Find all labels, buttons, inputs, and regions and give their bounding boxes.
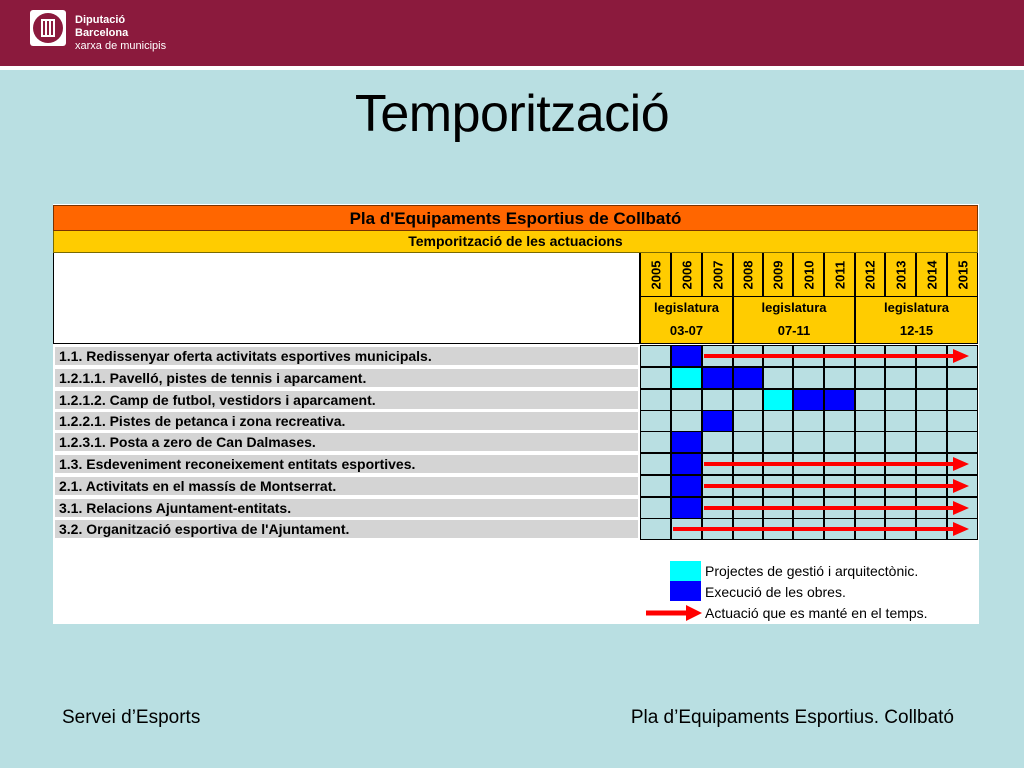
org-line-2: Barcelona (75, 27, 129, 39)
cell-projects (671, 367, 702, 389)
timeline-cell (793, 367, 824, 389)
timeline-cell (763, 367, 793, 389)
legislature-label: legislatura (653, 300, 720, 315)
year-header (855, 253, 885, 297)
table-row-label: 1.2.1.2. Camp de futbol, vestidors i aparcament. (55, 391, 638, 409)
timeline-cell (640, 497, 671, 519)
year-header (671, 253, 702, 297)
timeline-cell (885, 367, 916, 389)
year-label: 2008 (740, 260, 756, 289)
legend-arrow-label: Actuació que es manté en el temps. (705, 605, 928, 621)
timeline-cell (640, 410, 671, 432)
table-row-label: 1.2.3.1. Posta a zero de Can Dalmases. (55, 433, 638, 451)
ongoing-arrow (673, 522, 969, 536)
year-label: 2009 (770, 260, 786, 289)
year-header (885, 253, 916, 297)
timeline-cell (702, 431, 733, 453)
cell-execution (793, 389, 824, 411)
timeline-cell (733, 431, 763, 453)
timeline-cell (793, 410, 824, 432)
timeline-cell (640, 345, 671, 367)
timeline-cell (640, 475, 671, 497)
timeline-cell (640, 431, 671, 453)
table-heading: Pla d'Equipaments Esportius de Collbató (53, 205, 978, 231)
year-label: 2012 (862, 260, 878, 289)
year-header (947, 253, 978, 297)
org-line-3: xarxa de municipis (75, 40, 167, 52)
legend-dark-label: Execució de les obres. (705, 584, 846, 600)
year-header (916, 253, 947, 297)
legislature-header (733, 297, 855, 344)
ongoing-arrow (704, 457, 969, 471)
timeline-cell (640, 518, 671, 540)
cell-execution (824, 389, 855, 411)
footer-right: Pla d’Equipaments Esportius. Collbató (630, 707, 954, 728)
legend-arrow-icon (646, 604, 702, 622)
cell-execution (733, 367, 763, 389)
year-header (763, 253, 793, 297)
cell-execution (702, 410, 733, 432)
year-label: 2005 (648, 260, 663, 289)
ongoing-arrow (704, 349, 969, 363)
year-label: 2011 (832, 260, 847, 289)
legend-light-label: Projectes de gestió i arquitectònic. (705, 563, 919, 579)
cell-execution (671, 497, 702, 519)
timeline-cell (916, 410, 947, 432)
timeline-cell (671, 389, 702, 411)
timeline-cell (947, 410, 978, 432)
footer-left: Servei d’Esports (62, 707, 201, 728)
timeline-cell (824, 410, 855, 432)
year-label: 2007 (710, 260, 725, 289)
diputacio-logo-icon (30, 10, 66, 46)
timeline-cell (947, 431, 978, 453)
timeline-cell (640, 389, 671, 411)
timeline-cell (916, 431, 947, 453)
legislature-period: 07-11 (777, 323, 811, 338)
timeline-cell (885, 431, 916, 453)
timeline-cell (793, 431, 824, 453)
table-row-label: 2.1. Activitats en el massís de Montserrat. (55, 477, 638, 495)
timeline-cell (855, 367, 885, 389)
timeline-cell (640, 453, 671, 475)
cell-execution (671, 453, 702, 475)
legislature-period: 03-07 (669, 323, 704, 338)
legend-dark-swatch (670, 581, 701, 601)
legend-light-swatch (670, 561, 701, 581)
table-corner-cell (53, 253, 640, 344)
legislature-label: legislatura (883, 300, 950, 315)
year-label: 2010 (801, 260, 816, 289)
year-header (824, 253, 855, 297)
org-name (75, 14, 166, 53)
timeline-cell (763, 431, 793, 453)
timeline-cell (824, 431, 855, 453)
year-header (702, 253, 733, 297)
year-label: 2006 (679, 260, 694, 289)
year-header (640, 253, 671, 297)
table-row-label: 3.2. Organització esportiva de l'Ajuntament. (55, 520, 638, 538)
year-header (793, 253, 824, 297)
table-row-label: 1.1. Redissenyar oferta activitats esportives municipals. (55, 347, 638, 365)
year-label: 2013 (893, 260, 908, 289)
timeline-cell (671, 410, 702, 432)
timeline-cell (855, 389, 885, 411)
cell-execution (671, 345, 702, 367)
timeline-cell (855, 431, 885, 453)
table-row-label: 1.3. Esdeveniment reconeixement entitats esportives. (55, 455, 638, 473)
ongoing-arrow (704, 501, 969, 515)
cell-execution (671, 475, 702, 497)
legislature-label: legislatura (761, 300, 827, 315)
ongoing-arrow (704, 479, 969, 493)
table-subheading: Temporització de les actuacions (53, 231, 978, 253)
cell-projects (763, 389, 793, 411)
header-divider (0, 66, 1024, 70)
timeline-cell (947, 389, 978, 411)
legislature-period: 12-15 (899, 323, 934, 338)
cell-execution (671, 431, 702, 453)
year-label: 2015 (955, 260, 970, 289)
timeline-cell (885, 389, 916, 411)
timeline-cell (947, 367, 978, 389)
table-row-label: 1.2.1.1. Pavelló, pistes de tennis i aparcament. (55, 369, 638, 387)
timeline-cell (733, 389, 763, 411)
timeline-cell (763, 410, 793, 432)
legislature-header (640, 297, 733, 344)
year-label: 2014 (924, 260, 939, 289)
timeline-cell (733, 410, 763, 432)
timeline-cell (855, 410, 885, 432)
timeline-cell (916, 367, 947, 389)
org-line-1: Diputació (75, 14, 126, 26)
slide-title: Temporització (354, 85, 670, 143)
year-header (733, 253, 763, 297)
timeline-cell (885, 410, 916, 432)
cell-execution (702, 367, 733, 389)
timeline-cell (824, 367, 855, 389)
timeline-cell (702, 389, 733, 411)
legislature-header (855, 297, 978, 344)
timeline-cell (640, 367, 671, 389)
table-row-label: 3.1. Relacions Ajuntament-entitats. (55, 499, 638, 517)
timeline-cell (916, 389, 947, 411)
table-row-label: 1.2.2.1. Pistes de petanca i zona recreativa. (55, 412, 638, 430)
